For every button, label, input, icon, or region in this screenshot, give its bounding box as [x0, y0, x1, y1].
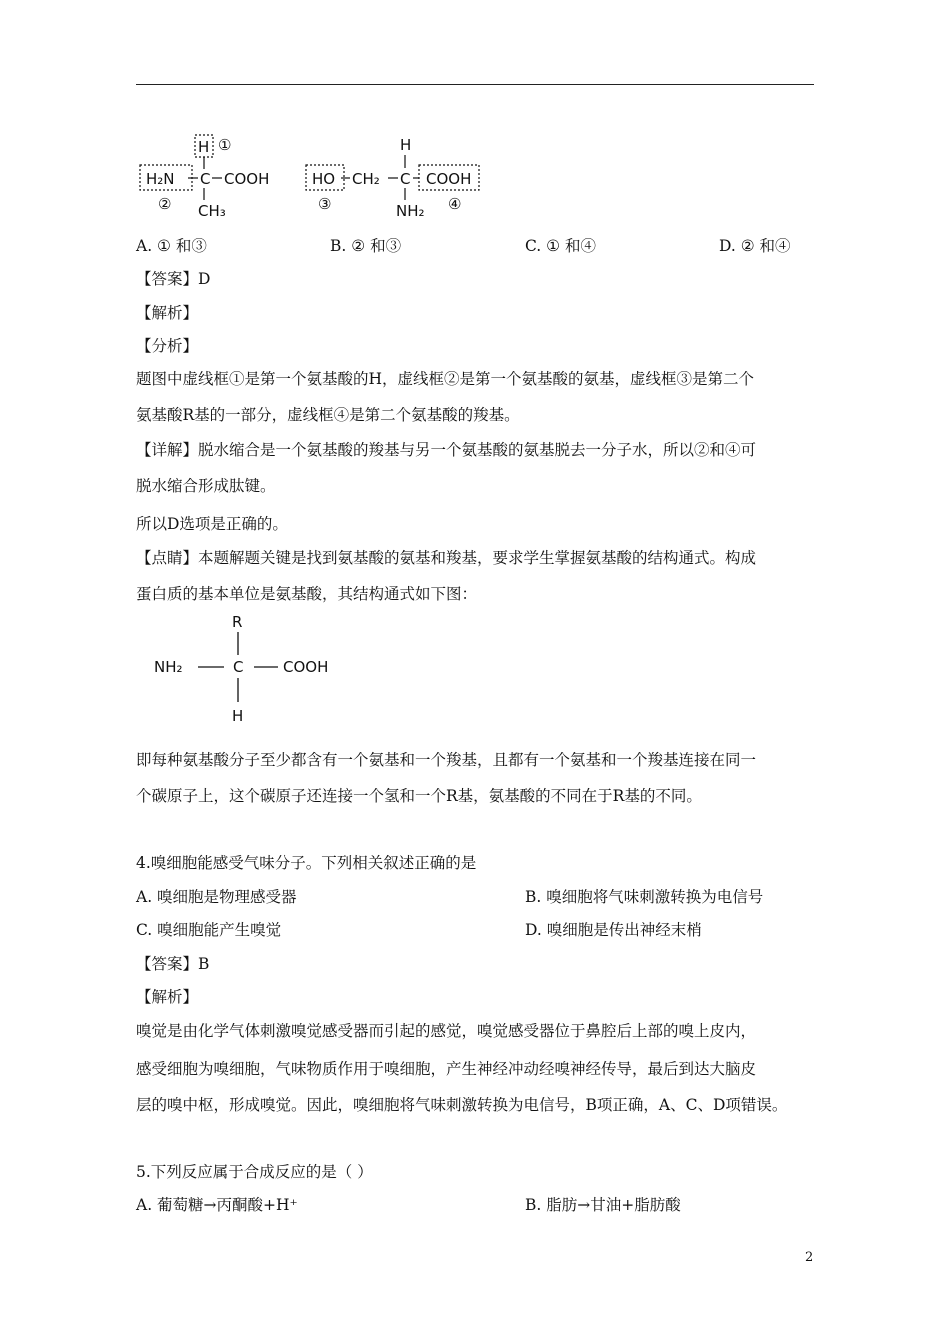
- q3-detail-line1: 【详解】脱水缩合是一个氨基酸的羧基与另一个氨基酸的氨基脱去一分子水，所以②和④可: [136, 441, 757, 459]
- header-rule: [136, 84, 814, 85]
- q3-option-c: C. ① 和④: [525, 237, 596, 255]
- general-nh2: NH₂: [154, 658, 183, 676]
- mol1-cooh: COOH: [224, 170, 270, 188]
- q4-option-a: A. 嗅细胞是物理感受器: [136, 888, 297, 906]
- mol2-ch2: CH₂: [352, 170, 380, 188]
- q3-tip-line4: 个碳原子上，这个碳原子还连接一个氢和一个R基，氨基酸的不同在于R基的不同。: [136, 787, 702, 805]
- q4-option-d: D. 嗅细胞是传出神经末梢: [525, 921, 702, 939]
- general-r: R: [232, 613, 243, 631]
- mol2-nh2: NH₂: [396, 202, 425, 220]
- q3-detail-line3: 所以D选项是正确的。: [136, 515, 288, 533]
- mol1-ch3: CH₃: [198, 202, 226, 220]
- mol1-h: H: [198, 138, 210, 156]
- mol2-ho: HO: [312, 170, 336, 188]
- mol2-h: H: [400, 136, 412, 154]
- general-cooh: COOH: [283, 658, 329, 676]
- q4-stem: 4.嗅细胞能感受气味分子。下列相关叙述正确的是: [136, 854, 477, 872]
- marker-3: ③: [318, 195, 332, 213]
- q5-option-a: A. 葡萄糖→丙酮酸+H⁺: [136, 1196, 298, 1214]
- amino-acid-figure: [136, 124, 496, 224]
- q3-jiexi-heading: 【解析】: [136, 304, 199, 322]
- marker-4: ④: [448, 195, 462, 213]
- general-c: C: [233, 658, 244, 676]
- q3-tip-line1: 【点睛】本题解题关键是找到氨基酸的氨基和羧基，要求学生掌握氨基酸的结构通式。构成: [136, 549, 757, 567]
- q3-option-b: B. ② 和③: [330, 237, 402, 255]
- mol1-c: C: [200, 170, 211, 188]
- q3-tip-line2: 蛋白质的基本单位是氨基酸，其结构通式如下图：: [136, 585, 478, 603]
- q3-option-d: D. ② 和④: [719, 237, 791, 255]
- q4-answer: 【答案】B: [136, 955, 210, 973]
- q4-analysis-line1: 嗅觉是由化学气体刺激嗅觉感受器而引起的感觉，嗅觉感受器位于鼻腔后上部的嗅上皮内，: [136, 1022, 757, 1040]
- marker-2: ②: [158, 195, 172, 213]
- page-number: 2: [805, 1250, 814, 1265]
- q5-stem: 5.下列反应属于合成反应的是（ ）: [136, 1163, 373, 1181]
- q3-option-a: A. ① 和③: [136, 237, 207, 255]
- q3-fenxi-heading: 【分析】: [136, 337, 199, 355]
- mol1-n: H₂N: [146, 170, 175, 188]
- marker-1: ①: [218, 136, 232, 154]
- q3-detail-line2: 脱水缩合形成肽键。: [136, 477, 276, 495]
- q3-answer: 【答案】D: [136, 270, 211, 288]
- mol2-c: C: [400, 170, 411, 188]
- q3-tip-line3: 即每种氨基酸分子至少都含有一个氨基和一个羧基，且都有一个氨基和一个羧基连接在同一: [136, 751, 757, 769]
- q4-analysis-line2: 感受细胞为嗅细胞，气味物质作用于嗅细胞，产生神经冲动经嗅神经传导，最后到达大脑皮: [136, 1060, 757, 1078]
- q3-analysis-line1: 题图中虚线框①是第一个氨基酸的H，虚线框②是第一个氨基酸的氨基，虚线框③是第二个: [136, 370, 755, 388]
- q4-option-b: B. 嗅细胞将气味刺激转换为电信号: [525, 888, 764, 906]
- general-h: H: [232, 707, 244, 725]
- q3-analysis-line2: 氨基酸R基的一部分，虚线框④是第二个氨基酸的羧基。: [136, 406, 520, 424]
- mol2-cooh: COOH: [426, 170, 472, 188]
- general-structure-figure: [150, 610, 350, 730]
- q5-option-b: B. 脂肪→甘油+脂肪酸: [525, 1196, 681, 1214]
- q4-analysis-line3: 层的嗅中枢，形成嗅觉。因此，嗅细胞将气味刺激转换为电信号，B项正确，A、C、D项错误。: [136, 1096, 788, 1114]
- q4-jiexi-heading: 【解析】: [136, 988, 199, 1006]
- q4-option-c: C. 嗅细胞能产生嗅觉: [136, 921, 282, 939]
